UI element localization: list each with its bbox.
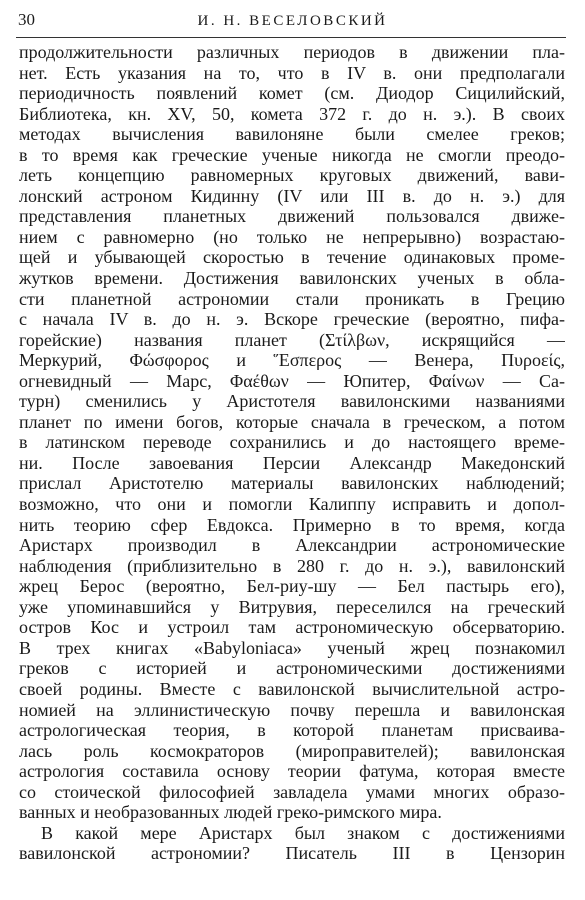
text-line: ни. После завоевания Персии Александр Македонский [19, 452, 565, 473]
text-line: прислал Аристотелю материалы вавилонских наблюдений; [19, 473, 565, 494]
text-line: жрец Берос (вероятно, Бел-риу-шу — Бел пастырь его), [19, 576, 565, 597]
text-line: В трех книгах «Babyloniaca» ученый жрец познакомил [19, 637, 565, 658]
text-line: жутков времени. Достижения вавилонских ученых в обла- [19, 268, 565, 289]
text-line: лась роль космократоров (мироправителей); вавилонская [19, 740, 565, 761]
text-line: остров Кос и устроил там астрономическую обсерваторию. [19, 617, 565, 638]
text-line: номией на эллинистическую почву перешла и вавилонская [19, 699, 565, 720]
text-line: греков с историей и астрономическими достижениями [19, 658, 565, 679]
text-line: в то время как греческие ученые никогда не смогли преодо- [19, 144, 565, 165]
text-line: ванных и необразованных людей греко-римского мира. [19, 802, 442, 823]
text-line: уже упоминавшийся у Витрувия, переселился на греческий [19, 596, 565, 617]
text-line: возможно, что они и помогли Калиппу исправить и допол- [19, 494, 565, 515]
text-line: щей и убывающей скоростью в течение одинаковых проме- [19, 247, 565, 268]
text-line: леть концепцию равномерных круговых движений, вави- [19, 165, 565, 186]
text-line: Библиотека, кн. XV, 50, комета 372 г. до н. э.). В своих [19, 103, 565, 124]
header-rule [16, 37, 566, 38]
text-line: нет. Есть указания на то, что в IV в. они предполагали [19, 62, 565, 83]
text-line: вавилонской астрономии? Писатель III в Цензорин [19, 843, 565, 864]
text-line: планет по имени богов, которые сначала в греческом, а потом [19, 411, 565, 432]
text-line: Аристарх производил в Александрии астрономические [19, 535, 565, 556]
text-line: своей родины. Вместе с вавилонской вычислительной астро- [19, 678, 565, 699]
text-line: нить теорию сфер Евдокса. Примерно в то время, когда [19, 514, 565, 535]
text-line: турн) сменились у Аристотеля вавилонскими названиями [19, 391, 565, 412]
text-line: Меркурий, Φώσφορος и Ἕσπερος — Венера, Πυροείς, [19, 350, 565, 371]
page-header [10, 10, 575, 32]
text-line: представления планетных движений пользовался движе- [19, 206, 565, 227]
body-text [19, 42, 565, 864]
text-line: огневидный — Марс, Φαέθων — Юпитер, Φαίνων — Са- [19, 370, 565, 391]
text-line: астрология составила основу теории фатума, которая вместе [19, 761, 565, 782]
text-line: с начала IV в. до н. э. Вскоре греческие (вероятно, пифа- [19, 309, 565, 330]
page-number: 30 [18, 10, 35, 29]
text-line: астрологическая теория, в которой планетам присваива- [19, 720, 565, 741]
text-line: методах вычисления вавилоняне были смелее греков; [19, 124, 565, 145]
text-line: со стоической философией завладела умами многих образо- [19, 781, 565, 802]
text-line: горейские) названия планет (Στίλβων, искрящийся — [19, 329, 565, 350]
text-line: продолжительности различных периодов в движении пла- [19, 42, 565, 62]
text-line: лонский астроном Кидинну (IV или III в. до н. э.) для [19, 185, 565, 206]
text-line: В какой мере Аристарх был знаком с достижениями [41, 822, 565, 843]
text-line: нием с равномерно (но только не непрерывно) возрастаю- [19, 226, 565, 247]
running-head: И. Н. ВЕСЕЛОВСКИЙ [197, 13, 388, 29]
text-line: сти планетной астрономии стали проникать в Грецию [19, 288, 565, 309]
text-line: в латинском переводе сохранились и до настоящего време- [19, 432, 565, 453]
text-line: периодичность появлений комет (см. Диодор Сицилийский, [19, 83, 565, 104]
text-line: наблюдения (приблизительно в 280 г. до н. э.), вавилонский [19, 555, 565, 576]
